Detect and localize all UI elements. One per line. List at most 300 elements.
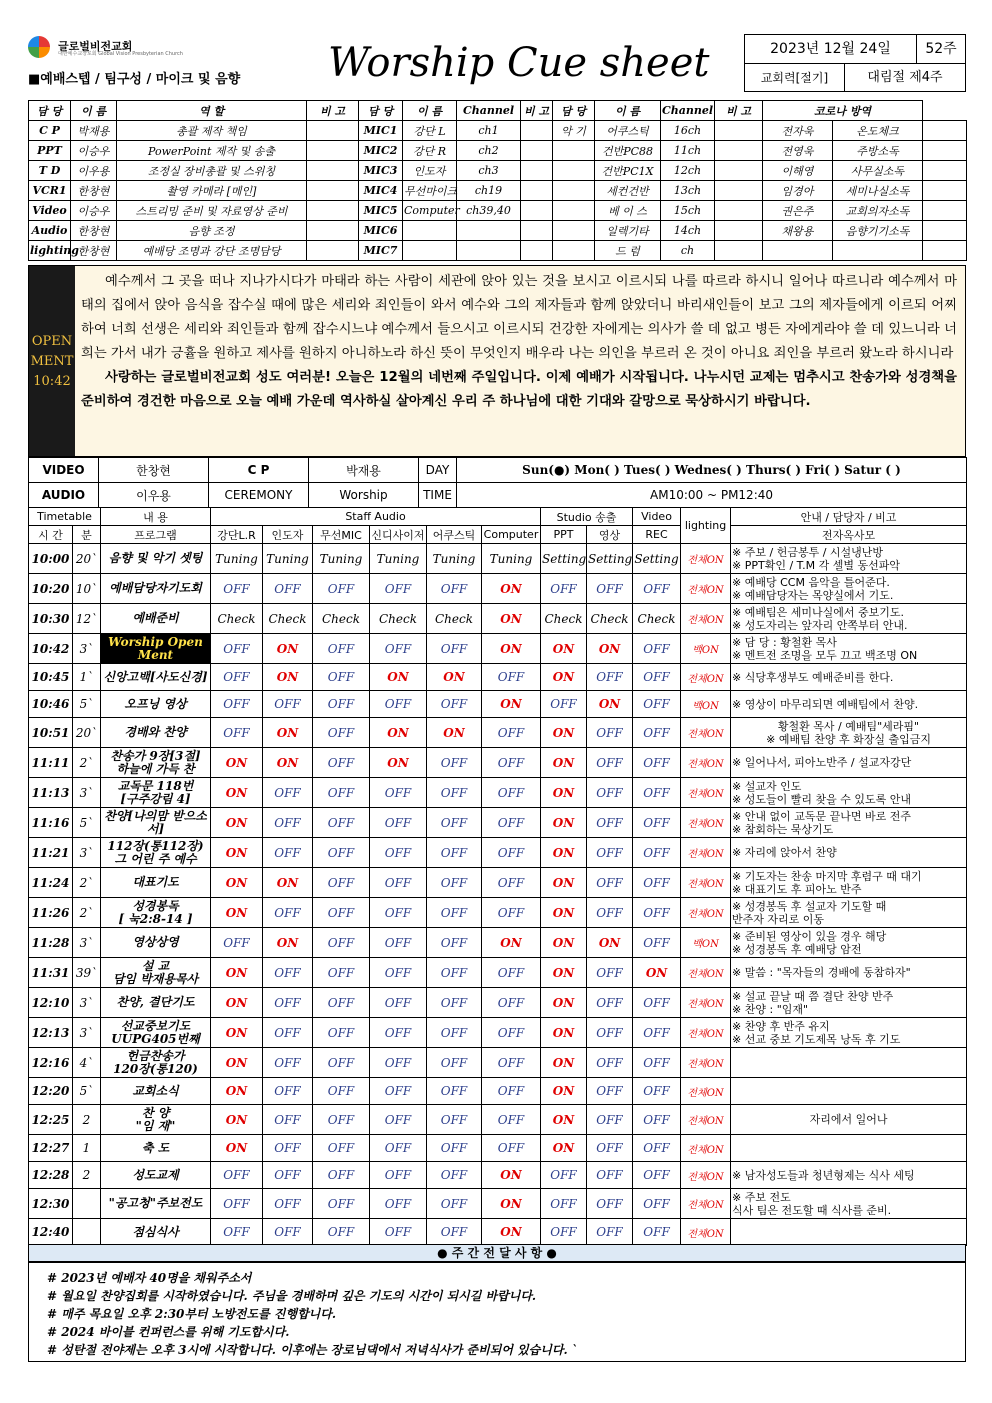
day-label: DAY [419,458,457,483]
staff-inst-ch: 12ch [661,161,715,181]
cue-status: OFF [633,1048,681,1078]
cue-status: OFF [370,691,427,718]
staff-blank [307,221,359,241]
channel-header: 무선MIC [313,526,370,544]
cue-status: OFF [633,634,681,664]
cue-minutes: 1 [73,1135,101,1162]
staff-header-cell: 코로나 방역 [763,101,923,121]
cue-status: ON [482,928,541,958]
cue-status: Check [313,604,370,634]
cue-lighting: 전체ON [681,718,731,748]
cue-status: OFF [427,868,482,898]
cue-status: ON [541,664,587,691]
min-header: 분 [73,526,101,544]
cue-status: ON [211,898,263,928]
staff-ch: ch1 [457,121,521,141]
staff-header-cell: 담 당 [553,101,595,121]
cue-status: OFF [313,574,370,604]
cue-note: ※ 준비된 영상이 있을 경우 해당 ※ 성경봉독 후 예배당 암전 [731,928,967,958]
cue-status: OFF [587,748,633,778]
staff-blank [307,241,359,261]
cue-status: OFF [263,778,313,808]
staff-name: 한창현 [71,181,117,201]
staff-blank [715,241,763,261]
staff-inst-ch: 11ch [661,141,715,161]
cue-time: 12:27 [29,1135,73,1162]
staff-mic-user: 무선마이크 [403,181,457,201]
cue-status: OFF [313,1135,370,1162]
church-name: 글로벌비전교회 [58,40,133,53]
staff-mic: MIC6 [359,221,403,241]
cue-status: OFF [313,664,370,691]
staff-inst [553,221,595,241]
cue-note [731,1078,967,1105]
staff-duty: PowerPoint 제작 및 송출 [117,141,307,161]
cue-row [29,748,967,778]
staff-blank [307,161,359,181]
cue-note: ※ 설교 끝날 때 쯤 결단 찬양 반주 ※ 찬양 : "임재" [731,988,967,1018]
cue-status: ON [541,1018,587,1048]
staff-blank [521,221,553,241]
cue-status: OFF [263,1078,313,1105]
cue-status: Check [633,604,681,634]
cue-status: ON [211,1105,263,1135]
cue-row [29,604,967,634]
notice-list [28,1262,966,1362]
cue-note: ※ 예배팀은 세미나실에서 중보기도. ※ 성도자리는 앞자리 안쪽부터 안내. [731,604,967,634]
staff-duty: 촬영 카메라 [메인] [117,181,307,201]
staff-row [29,141,967,161]
cue-note: ※ 찬양 후 반주 유지 ※ 선교 중보 기도제목 낭독 후 기도 [731,1018,967,1048]
staff-c1: 전자욱 [763,121,833,141]
cue-minutes: 2` [73,898,101,928]
staff-role: PPT [29,141,71,161]
staff-mic-user [403,221,457,241]
cue-status: ON [211,1078,263,1105]
staff-mic-user [403,241,457,261]
staff-inst-name: 일렉기타 [595,221,661,241]
staff-blank [923,241,967,261]
staff-blank [715,121,763,141]
staff-blank [715,181,763,201]
cue-status: ON [211,838,263,868]
cue-time: 10:00 [29,544,73,574]
cue-time: 12:20 [29,1078,73,1105]
staff-mic: MIC2 [359,141,403,161]
cue-status: OFF [427,1105,482,1135]
cue-status: Check [541,604,587,634]
cue-status: ON [211,748,263,778]
staff-c2: 음향기기소독 [833,221,923,241]
staff-header-cell: 비 고 [715,101,763,121]
cue-row [29,1048,967,1078]
cue-status: OFF [587,958,633,988]
cue-note [731,1219,967,1246]
staff-blank [307,141,359,161]
staff-table [28,100,967,261]
cue-note: ※ 자리에 앉아서 찬양 [731,838,967,868]
cue-status: OFF [633,1018,681,1048]
cue-program: 찬양[나의맘 받으소서] [101,808,211,838]
cue-status: ON [370,748,427,778]
staff-header-cell: 담 당 [359,101,403,121]
cue-status: OFF [587,1078,633,1105]
cue-time: 12:30 [29,1189,73,1219]
cue-status: OFF [587,838,633,868]
cue-status: OFF [427,1048,482,1078]
cue-status: OFF [633,928,681,958]
cue-status: Tuning [263,544,313,574]
cue-status: Check [263,604,313,634]
cue-status: OFF [211,664,263,691]
cue-row [29,1105,967,1135]
cue-status: OFF [263,958,313,988]
cue-status: OFF [313,691,370,718]
cue-status: OFF [427,634,482,664]
cue-lighting: 전체ON [681,958,731,988]
cue-program: 성도교제 [101,1162,211,1189]
cue-status: ON [370,718,427,748]
cue-program: 찬양, 결단기도 [101,988,211,1018]
cue-minutes: 10` [73,574,101,604]
staff-role: lighting [29,241,71,261]
cue-status: ON [541,988,587,1018]
opening-ment-section [28,265,966,457]
cue-status: ON [263,634,313,664]
day-selection: Sun(●) Mon( ) Tues( ) Wednes( ) Thurs( ) Fri( ) Satur ( ) [457,458,967,483]
cue-status: OFF [633,1078,681,1105]
cue-row [29,544,967,574]
staff-duty: 총괄 제작 책임 [117,121,307,141]
cue-status: OFF [427,988,482,1018]
cue-lighting: 전체ON [681,1018,731,1048]
church-subname: 대한예수교장로회 Global Vision Presbyterian Church [58,51,183,57]
cue-status: ON [541,1048,587,1078]
staff-ch: ch2 [457,141,521,161]
cue-status: OFF [211,718,263,748]
cue-status: OFF [427,928,482,958]
staff-blank [715,141,763,161]
cue-status: ON [211,1048,263,1078]
cue-status: ON [263,868,313,898]
cue-note: ※ 일어나서, 피아노반주 / 설교자강단 [731,748,967,778]
staff-c1: 채왕용 [763,221,833,241]
cue-status: OFF [633,1162,681,1189]
cue-status: OFF [313,718,370,748]
time-header: 시 간 [29,526,73,544]
staff-inst [553,161,595,181]
cue-program: 점심식사 [101,1219,211,1246]
cue-program: 찬송가 9장[3절] 하늘에 가득 찬 [101,748,211,778]
video-name: 한창현 [99,458,209,483]
cue-status: OFF [427,574,482,604]
cue-minutes: 2` [73,868,101,898]
cue-status: OFF [263,898,313,928]
cue-time: 12:13 [29,1018,73,1048]
cue-status: Check [211,604,263,634]
staff-c1 [763,241,833,261]
cue-row [29,838,967,868]
cue-note: ※ 주보 / 헌금봉투 / 시설냉난방 ※ PPT확인 / T.M 각 셀별 동선파악 [731,544,967,574]
staff-header-cell: 이 름 [71,101,117,121]
notice-item: # 2024 바이블 컨퍼런스를 위해 기도합시다. [47,1325,290,1339]
cue-status: OFF [211,691,263,718]
cue-lighting: 백ON [681,691,731,718]
staff-c1: 전영욱 [763,141,833,161]
cue-status: ON [263,928,313,958]
cue-status: OFF [633,808,681,838]
staff-c2: 주방소독 [833,141,923,161]
cue-status: OFF [427,898,482,928]
cue-program: 축 도 [101,1135,211,1162]
guide-caption: 전자옥사모 [731,526,967,544]
cue-status: OFF [482,1048,541,1078]
cue-status: ON [541,868,587,898]
cue-status: OFF [482,778,541,808]
cue-status: OFF [427,1135,482,1162]
cue-minutes [73,1189,101,1219]
cue-status: OFF [313,1162,370,1189]
cue-minutes: 3` [73,838,101,868]
staff-header-cell: 담 당 [29,101,71,121]
cue-time: 11:11 [29,748,73,778]
ceremony-name: Worship [309,483,419,508]
cue-status: OFF [633,868,681,898]
cue-status: OFF [482,898,541,928]
cue-status: OFF [587,1219,633,1246]
cue-time: 11:13 [29,778,73,808]
cue-minutes: 2 [73,1162,101,1189]
cue-status: ON [263,748,313,778]
cue-status: OFF [313,898,370,928]
staff-name: 한창현 [71,221,117,241]
cue-status: OFF [541,691,587,718]
cue-status: OFF [370,898,427,928]
cue-status: OFF [587,898,633,928]
staff-duty: 음향 조정 [117,221,307,241]
logo-icon [28,36,50,58]
cue-status: OFF [587,718,633,748]
cue-status: ON [541,838,587,868]
staff-row [29,221,967,241]
cue-status: OFF [587,1048,633,1078]
staff-row [29,161,967,181]
cue-time: 12:10 [29,988,73,1018]
liturgical-season: 대림절 제4주 [867,70,943,85]
staff-mic: MIC5 [359,201,403,221]
cue-status: OFF [482,748,541,778]
cue-row [29,1162,967,1189]
cue-minutes [73,1219,101,1246]
cp-label: C P [209,458,309,483]
cue-status: Check [587,604,633,634]
cue-status: OFF [263,574,313,604]
cue-status: ON [541,1135,587,1162]
cue-status: OFF [370,1105,427,1135]
cue-row [29,868,967,898]
cue-lighting: 전체ON [681,664,731,691]
cue-status: OFF [587,808,633,838]
info-row-2 [29,483,967,508]
cue-status: ON [482,574,541,604]
cue-status: OFF [211,1162,263,1189]
cue-row [29,718,967,748]
staff-name: 박재용 [71,121,117,141]
staff-header-cell: 이 름 [595,101,661,121]
content-header: 내 용 [101,508,211,526]
cue-status: OFF [370,1018,427,1048]
cue-note: ※ 성경봉독 후 설교자 기도할 때 반주자 자리로 이동 [731,898,967,928]
cue-status: Check [427,604,482,634]
cue-lighting: 백ON [681,928,731,958]
cue-row [29,1018,967,1048]
staff-mic-user: 강단 R [403,141,457,161]
cue-status: OFF [263,1219,313,1246]
staff-inst-ch: 15ch [661,201,715,221]
cue-program: 경배와 찬양 [101,718,211,748]
cue-status: ON [541,778,587,808]
cue-status: OFF [313,928,370,958]
cue-status: OFF [263,1162,313,1189]
staff-blank [923,221,967,241]
staff-blank [307,181,359,201]
opening-time: 10:42 [33,374,71,389]
cue-status: OFF [263,1189,313,1219]
staff-header-cell: Channel [661,101,715,121]
cue-row [29,808,967,838]
cue-status: ON [541,1105,587,1135]
staff-c2 [833,241,923,261]
staff-ch: ch19 [457,181,521,201]
channel-header: REC [633,526,681,544]
cue-status: OFF [427,691,482,718]
cue-time: 11:24 [29,868,73,898]
cue-status: OFF [370,958,427,988]
cue-note: ※ 말씀 : "목자들의 경배에 동참하자" [731,958,967,988]
staff-ch: ch39,40 [457,201,521,221]
cue-time: 11:26 [29,898,73,928]
cue-minutes: 5` [73,1078,101,1105]
cue-status: OFF [633,1189,681,1219]
cue-program: 오프닝 영상 [101,691,211,718]
cue-status: OFF [211,928,263,958]
staff-header-cell: 비 고 [521,101,553,121]
cue-status: OFF [633,1105,681,1135]
cue-status: OFF [482,1105,541,1135]
opening-label-line2: MENT [30,354,74,369]
cue-status: Setting [633,544,681,574]
cue-status: OFF [211,1219,263,1246]
staff-blank [923,161,967,181]
cue-status: OFF [587,1018,633,1048]
cue-status: OFF [313,808,370,838]
cue-status: OFF [263,1018,313,1048]
staff-blank [307,121,359,141]
cue-status: OFF [370,634,427,664]
staff-mic-user: 강단 L [403,121,457,141]
staff-inst-ch: 13ch [661,181,715,201]
staff-blank [923,201,967,221]
cue-minutes: 5` [73,691,101,718]
staff-role: T D [29,161,71,181]
cue-status: OFF [427,1162,482,1189]
cue-lighting: 전체ON [681,988,731,1018]
cue-status: OFF [633,748,681,778]
cue-status: OFF [482,988,541,1018]
cue-status: ON [541,1078,587,1105]
info-row-1 [29,458,967,483]
staff-mic: MIC3 [359,161,403,181]
staff-mic-user: 인도자 [403,161,457,181]
cue-status: ON [633,958,681,988]
staff-inst-name: 건반PC1X [595,161,661,181]
cue-lighting: 전체ON [681,1105,731,1135]
channel-header: 영상 [587,526,633,544]
staff-inst-name: 어쿠스틱 [595,121,661,141]
staff-name: 이승우 [71,141,117,161]
cue-minutes: 3` [73,1018,101,1048]
cue-status: OFF [313,958,370,988]
timetable-header: Timetable [29,508,101,526]
staff-row [29,241,967,261]
notice-title: ● 주 간 전 달 사 항 ● [28,1244,966,1262]
cue-time: 12:16 [29,1048,73,1078]
cue-status: OFF [587,778,633,808]
staff-inst: 악 기 [553,121,595,141]
cue-status: OFF [427,1189,482,1219]
cue-status: OFF [370,778,427,808]
channel-header: PPT [541,526,587,544]
cue-status: Tuning [370,544,427,574]
cue-row [29,634,967,664]
notice-item: # 2023년 예배자 40명을 채워주소서 [47,1271,252,1285]
cue-status: OFF [633,718,681,748]
cue-status: OFF [370,1135,427,1162]
cue-lighting: 전체ON [681,1189,731,1219]
cue-lighting: 전체ON [681,544,731,574]
cue-program: 예배준비 [101,604,211,634]
cue-status: OFF [482,958,541,988]
cue-status: ON [541,928,587,958]
cue-status: OFF [370,1162,427,1189]
cue-status: OFF [211,574,263,604]
cue-program: 영상상영 [101,928,211,958]
staff-inst [553,141,595,161]
staff-inst-name: 세컨건반 [595,181,661,201]
staff-c2: 교회의자소독 [833,201,923,221]
cue-status: ON [587,691,633,718]
cue-status: ON [211,808,263,838]
cue-row [29,664,967,691]
staff-inst-ch: 14ch [661,221,715,241]
cue-note: ※ 담 당 : 황철환 목사 ※ 멘트전 조명을 모두 끄고 백조명 ON [731,634,967,664]
cue-note: 자리에서 일어나 [731,1105,967,1135]
cue-status: OFF [587,574,633,604]
cue-status: OFF [263,1048,313,1078]
cue-status: ON [427,664,482,691]
staff-header-row [29,101,967,121]
cue-status: OFF [633,778,681,808]
staff-inst [553,181,595,201]
cue-time: 10:30 [29,604,73,634]
video-header: Video [633,508,681,526]
cue-status: OFF [541,1219,587,1246]
staff-c2: 세미나실소독 [833,181,923,201]
cue-time: 10:51 [29,718,73,748]
cue-lighting: 전체ON [681,1135,731,1162]
cue-status: ON [427,718,482,748]
cue-lighting: 전체ON [681,778,731,808]
